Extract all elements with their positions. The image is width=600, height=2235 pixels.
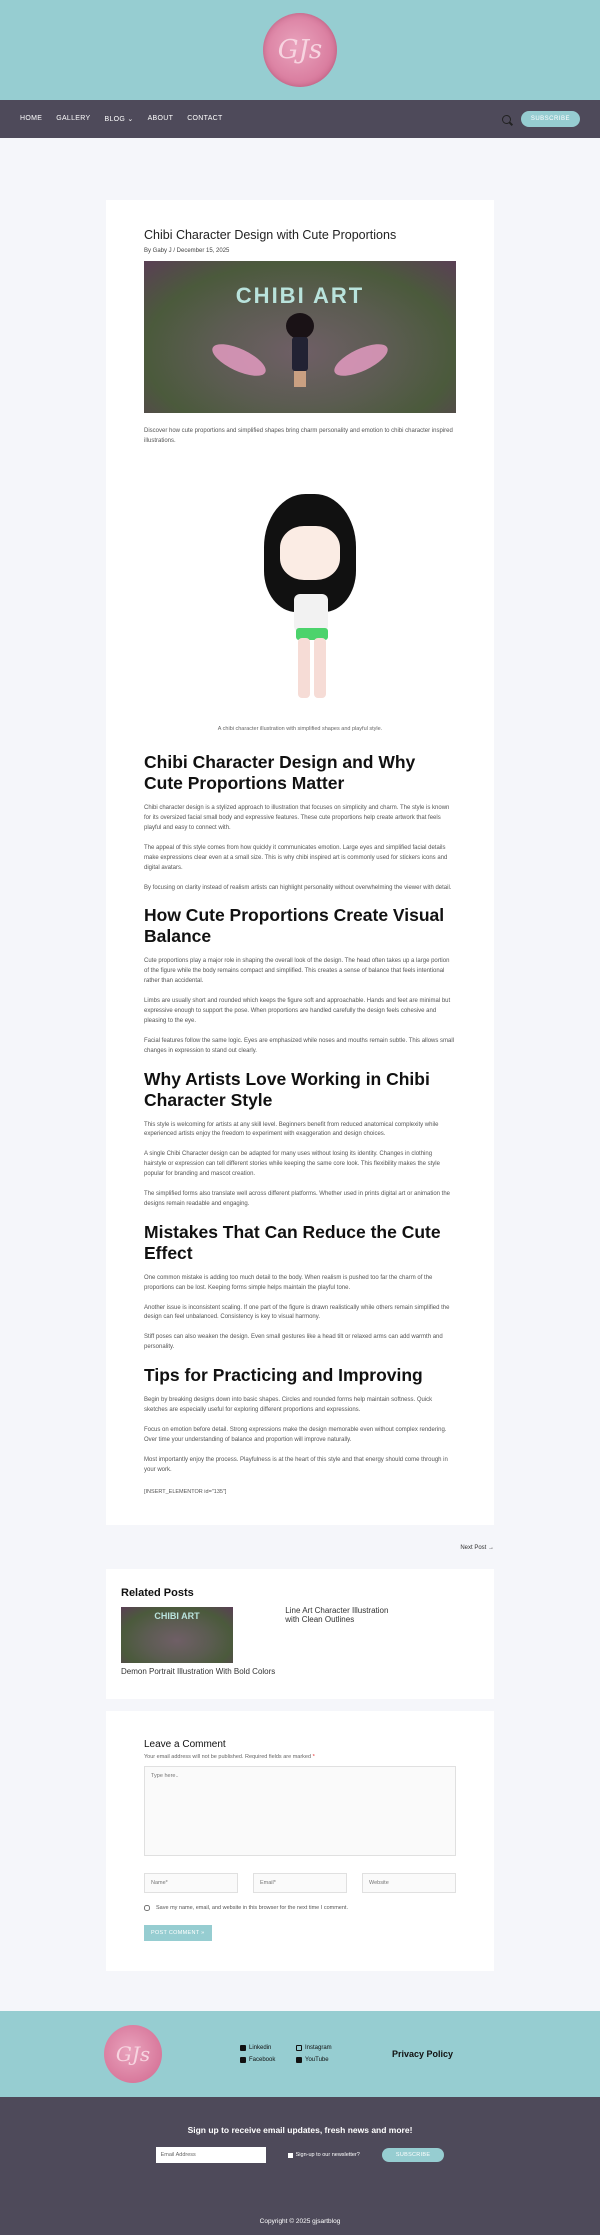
paragraph: Another issue is inconsistent scaling. If one part of the figure is drawn realistically while others remain simplified the design can feel unbalanced. Consistency is key to visual harmony. [144, 1304, 450, 1321]
nav-gallery[interactable]: GALLERY [56, 115, 91, 122]
related-posts-title: Related Posts [121, 1587, 194, 1600]
related-post-title[interactable]: Line Art Character Illustration with Clean Outlines [285, 1606, 389, 1625]
site-header [0, 0, 600, 100]
newsletter-checkbox[interactable] [288, 2153, 293, 2158]
paragraph: A single Chibi Character design can be adapted for many uses without losing its identity. Changes in clothing hairstyle or expression can tell different stories while keeping the same core look. This flexibility makes the style popular for branding and mascot creation. [144, 1151, 440, 1178]
nav-blog[interactable] [104, 115, 133, 123]
next-post-link[interactable]: Next Post → [460, 1545, 494, 1552]
name-field[interactable] [144, 1873, 238, 1893]
comment-form [106, 1711, 494, 1971]
paragraph: Limbs are usually short and rounded which keeps the figure soft and approachable. Hands and feet are minimal but expressive enough to support the pose. When proportions are handled carefully the design feels cohesive and pleasing to the eye. [144, 998, 451, 1024]
social-links [240, 2045, 352, 2063]
related-post-title[interactable]: Demon Portrait Illustration With Bold Colors [121, 1667, 276, 1677]
paragraph: Focus on emotion before detail. Strong expressions make the design memorable even without complex rendering. Over time your understanding of balance and proportion will improve naturally. [144, 1426, 447, 1443]
site-logo[interactable]: GJs [263, 13, 337, 87]
paragraph: Stiff poses can also weaken the design. Even small gestures like a head tilt or relaxed arms can add warmth and personality. [144, 1334, 443, 1351]
image-caption: A chibi character illustration with simplified shapes and playful style. [217, 726, 383, 733]
chevron-down-icon: ⌄ [127, 116, 134, 123]
footer-subscribe-button[interactable]: SUBSCRIBE [382, 2148, 445, 2162]
thumbnail-title-art: CHIBI ART [154, 1611, 200, 1622]
save-info-label: Save my name, email, and website in this browser for the next time I comment. [156, 1905, 348, 1912]
main-nav [0, 100, 600, 138]
email-field[interactable] [253, 1873, 347, 1893]
related-post-card[interactable] [285, 1607, 397, 1677]
save-info-checkbox[interactable] [144, 1905, 150, 1911]
paragraph: Facial features follow the same logic. Eyes are emphasized while noses and mouths remain subtle. This allows small changes in expression to stand out clearly. [144, 1037, 455, 1054]
social-youtube[interactable] [296, 2057, 352, 2063]
paragraph: Most importantly enjoy the process. Playfulness is at the heart of this style and that energy should come through in your work. [144, 1456, 448, 1473]
section-heading: Why Artists Love Working in Chibi Character Style [144, 1068, 430, 1110]
copyright: Copyright © 2025 gjsartblog [259, 2218, 341, 2226]
newsletter-email-input[interactable]: Email Address [156, 2147, 266, 2163]
section-5 [144, 1365, 456, 1475]
nav-about[interactable]: ABOUT [147, 115, 174, 122]
chibi-leg-left [298, 638, 310, 698]
linkedin-icon [240, 2045, 246, 2051]
comment-textarea[interactable] [144, 1766, 456, 1856]
footer-top [0, 2011, 600, 2097]
chibi-illustration [144, 482, 456, 722]
privacy-policy-link[interactable]: Privacy Policy [392, 2049, 454, 2060]
hand-right-shape [330, 338, 392, 382]
comment-note [144, 1754, 456, 1760]
paragraph: One common mistake is adding too much detail to the body. When realism is pushed too far the charm of the proportions can be lost. Keeping forms simple helps maintain the playful tone. [144, 1274, 433, 1291]
paragraph: The appeal of this style comes from how quickly it communicates emotion. Large eyes and simplified facial details make expressions clear even at a small size. This is why chibi inspired art is commonly used for stickers icons and digital avatars. [144, 844, 448, 871]
website-field[interactable] [362, 1873, 456, 1893]
chibi-figure [286, 313, 314, 387]
section-4 [144, 1222, 456, 1353]
section-heading: How Cute Proportions Create Visual Balance [144, 905, 445, 947]
youtube-icon [296, 2057, 302, 2063]
hero-title-art: CHIBI ART [235, 283, 365, 308]
section-heading: Tips for Practicing and Improving [144, 1365, 423, 1386]
comment-form-title: Leave a Comment [144, 1739, 226, 1751]
nav-actions [502, 111, 580, 127]
required-marker: * [312, 1754, 315, 1761]
subscribe-button[interactable]: SUBSCRIBE [521, 111, 580, 127]
section-heading: Mistakes That Can Reduce the Cute Effect [144, 1221, 441, 1263]
social-linkedin[interactable] [240, 2045, 296, 2051]
footer-logo[interactable]: GJs [104, 2025, 162, 2083]
chibi-leg-right [314, 638, 326, 698]
chibi-face [280, 526, 340, 580]
social-label: Facebook [249, 2057, 276, 2064]
social-facebook[interactable] [240, 2057, 296, 2063]
chibi-shirt [294, 594, 328, 632]
newsletter-label: Sign-up to our newsletter? [295, 2152, 360, 2159]
social-label: Linkedin [249, 2045, 272, 2052]
save-info [144, 1905, 456, 1911]
social-instagram[interactable] [296, 2045, 352, 2051]
paragraph: The simplified forms also translate well across different platforms. Whether used in prints digital art or animation the designs remain readable and engaging. [144, 1191, 451, 1207]
related-post-thumbnail[interactable] [121, 1607, 233, 1663]
section-2 [144, 905, 456, 1056]
post-title: Chibi Character Design with Cute Proportions [144, 228, 397, 242]
shortcode-text: [INSERT_ELEMENTOR id="135"] [144, 1489, 227, 1496]
section-3 [144, 1069, 456, 1210]
instagram-icon [296, 2045, 302, 2051]
section-heading: Chibi Character Design and Why Cute Proportions Matter [144, 752, 416, 794]
paragraph: Cute proportions play a major role in shaping the overall look of the design. The head often takes up a large portion of the figure while the body remains compact and simplified. This creates a sense of balance that feels intentional rather than accidental. [144, 958, 450, 985]
paragraph: This style is welcoming for artists at any skill level. Beginners benefit from reduced anatomical complexity while experienced artists enjoy the freedom to experiment with exaggeration and design choices. [144, 1121, 439, 1138]
hand-left-shape [208, 338, 270, 382]
comment-note-text: Your email address will not be published. Required fields are marked [144, 1754, 312, 1761]
facebook-icon [240, 2057, 246, 2063]
footer-bottom [0, 2097, 600, 2235]
nav-contact[interactable]: CONTACT [187, 115, 223, 122]
signup-heading: Sign up to receive email updates, fresh news and more! [187, 2125, 413, 2136]
nav-home[interactable]: HOME [20, 115, 43, 122]
social-label: Instagram [305, 2045, 332, 2052]
blog-post [106, 200, 494, 1525]
newsletter-optin[interactable] [288, 2152, 360, 2158]
search-icon[interactable] [502, 115, 511, 124]
post-meta: By Gaby J / December 15, 2025 [144, 248, 230, 254]
related-post-card[interactable] [121, 1607, 275, 1677]
social-label: YouTube [305, 2057, 329, 2064]
related-posts [106, 1569, 494, 1699]
paragraph: By focusing on clarity instead of realism artists can highlight personality without overwhelming the viewer with detail. [144, 884, 452, 891]
post-intro: Discover how cute proportions and simplified shapes bring charm personality and emotion to chibi character inspired illustrations. [144, 428, 453, 444]
paragraph: Chibi character design is a stylized approach to illustration that focuses on simplicity and charm. The style is known for its oversized facial small body and expressive features. These cute proportions help create artwork that feels playful and easy to connect with. [144, 805, 450, 831]
post-comment-button[interactable]: POST COMMENT » [144, 1925, 212, 1941]
nav-blog-label: BLOG [104, 116, 126, 123]
site-footer [0, 2011, 600, 2235]
section-1 [144, 752, 456, 893]
featured-image [144, 261, 456, 413]
paragraph: Begin by breaking designs down into basic shapes. Circles and rounded forms help maintain softness. Quick sketches are especially useful for exploring different proportions and expressions. [144, 1397, 433, 1414]
